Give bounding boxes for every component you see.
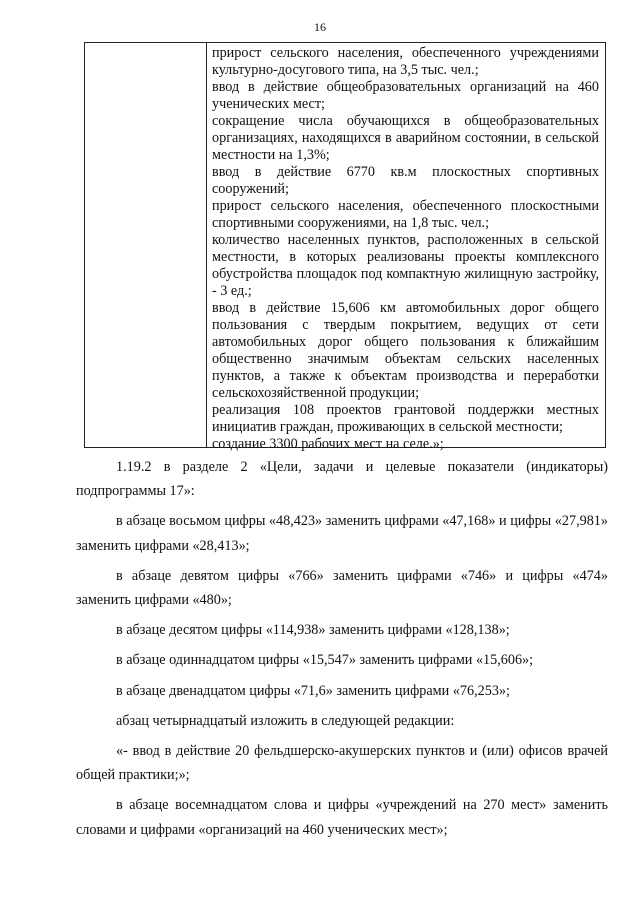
indicator-item: сокращение числа обучающихся в общеобразовательных организациях, находящихся в аварийном состоянии, в сельской местности на 1,3%; [212,113,599,163]
indicator-item: прирост сельского населения, обеспеченного плоскостными спортивными сооружениями, на 1,8 тыс. чел.; [212,198,599,231]
paragraph: в абзаце десятом цифры «114,938» заменить цифрами «128,138»; [116,622,510,639]
paragraph: «- ввод в действие 20 фельдшерско-акушерских пунктов и (или) офисов врачей общей практики;»; [76,743,608,784]
indicator-item: ввод в действие 6770 кв.м плоскостных спортивных сооружений; [212,164,599,197]
paragraph: абзац четырнадцатый изложить в следующей редакции: [116,712,455,729]
indicator-item: ввод в действие 15,606 км автомобильных дорог общего пользования с твердым покрытием, ведущих от сети автомобильных дорог общего пользования к ближайшим общественно значимым объектам сельских населенных пунктов, а также к объектам производства и переработки сельскохозяйственной продукции; [212,300,599,401]
indicator-item: количество населенных пунктов, расположенных в сельской местности, в которых реализованы проекты комплексного обустройства площадок под компактную жилищную застройку, - 3 ед.; [212,232,599,299]
indicator-item: создание 3300 рабочих мест на селе.»; [212,436,444,452]
indicator-item: ввод в действие общеобразовательных организаций на 460 ученических мест; [212,79,599,112]
table-column-divider [206,43,207,447]
indicator-item: реализация 108 проектов грантовой поддержки местных инициатив граждан, проживающих в сельской местности; [212,402,599,435]
paragraph: в абзаце двенадцатом цифры «71,6» заменить цифрами «76,253»; [116,682,510,699]
paragraph: в абзаце одиннадцатом цифры «15,547» заменить цифрами «15,606»; [116,652,534,669]
document-body [76,455,608,842]
paragraph: в абзаце восемнадцатом слова и цифры «учреждений на 270 мест» заменить словами и цифрами «организаций на 460 ученических мест»; [76,797,608,838]
page-number: 16 [314,20,326,34]
indicators-cell [212,45,599,452]
indicators-table [84,42,606,452]
paragraph: в абзаце девятом цифры «766» заменить цифрами «746» и цифры «474» заменить цифрами «480»; [76,567,608,609]
paragraph-section-heading: 1.19.2 в разделе 2 «Цели, задачи и целевые показатели (индикаторы) подпрограммы 17»: [76,459,608,500]
paragraph: в абзаце восьмом цифры «48,423» заменить цифрами «47,168» и цифры «27,981» заменить цифрами «28,413»; [76,513,608,554]
indicator-item: прирост сельского населения, обеспеченного учреждениями культурно-досугового типа, на 3,5 тыс. чел.; [212,45,599,78]
